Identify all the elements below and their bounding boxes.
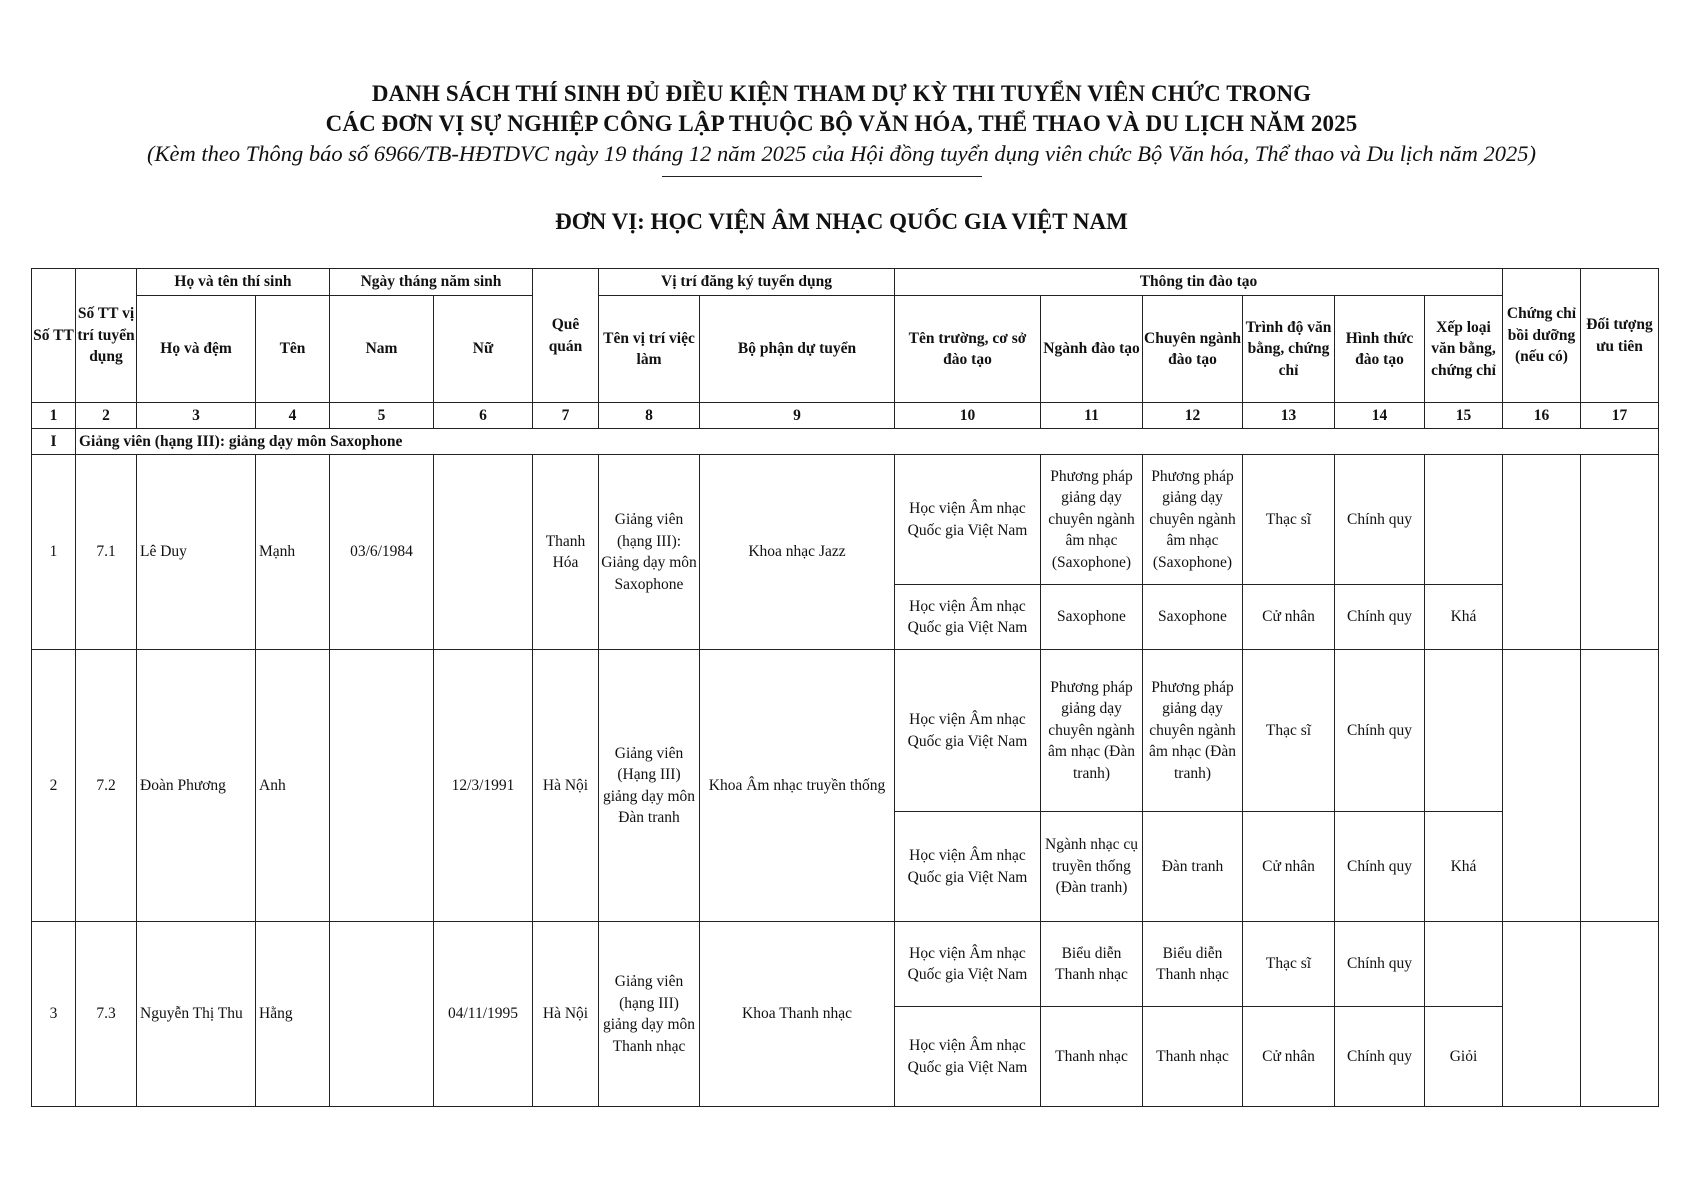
candidate-nam xyxy=(330,922,434,1107)
header-ho-ten-group: Họ và tên thí sinh xyxy=(137,269,330,296)
edu-truong: Học viện Âm nhạc Quốc gia Việt Nam xyxy=(895,650,1041,812)
column-number: 15 xyxy=(1425,403,1503,429)
column-number: 7 xyxy=(533,403,599,429)
candidate-ten-vi-tri: Giảng viên (hạng III) giảng dạy môn Thanh nhạc xyxy=(599,922,700,1107)
group-label: Giảng viên (hạng III): giảng dạy môn Saxophone xyxy=(76,429,1659,455)
edu-trinh-do: Thạc sĩ xyxy=(1243,650,1335,812)
candidate-bo-phan: Khoa Thanh nhạc xyxy=(700,922,895,1107)
edu-hinh-thuc: Chính quy xyxy=(1335,650,1425,812)
document-title-line-2: CÁC ĐƠN VỊ SỰ NGHIỆP CÔNG LẬP THUỘC BỘ VĂN HÓA, THỂ THAO VÀ DU LỊCH NĂM 2025 xyxy=(325,111,1358,136)
candidate-que-quan: Hà Nội xyxy=(533,922,599,1107)
edu-trinh-do: Cử nhân xyxy=(1243,812,1335,922)
candidate-nu: 04/11/1995 xyxy=(434,922,533,1107)
unit-heading: ĐƠN VỊ: HỌC VIỆN ÂM NHẠC QUỐC GIA VIỆT NAM xyxy=(555,209,1128,234)
edu-xep-loai xyxy=(1425,650,1503,812)
subtitle-underline xyxy=(662,176,982,177)
candidate-stt: 3 xyxy=(32,922,76,1107)
edu-chuyen-nganh: Phương pháp giảng dạy chuyên ngành âm nhạc (Saxophone) xyxy=(1143,455,1243,585)
header-doi-tuong: Đối tượng ưu tiên xyxy=(1581,269,1659,403)
column-number: 14 xyxy=(1335,403,1425,429)
column-number: 10 xyxy=(895,403,1041,429)
edu-trinh-do: Cử nhân xyxy=(1243,585,1335,650)
candidate-ho-dem: Lê Duy xyxy=(137,455,256,650)
column-number: 6 xyxy=(434,403,533,429)
column-number: 8 xyxy=(599,403,700,429)
document-title-line-1: DANH SÁCH THÍ SINH ĐỦ ĐIỀU KIỆN THAM DỰ KỲ THI TUYỂN VIÊN CHỨC TRONG xyxy=(371,81,1312,106)
column-number: 3 xyxy=(137,403,256,429)
edu-truong: Học viện Âm nhạc Quốc gia Việt Nam xyxy=(895,812,1041,922)
candidate-nu: 12/3/1991 xyxy=(434,650,533,922)
edu-hinh-thuc: Chính quy xyxy=(1335,812,1425,922)
header-xep-loai: Xếp loại văn bằng, chứng chỉ xyxy=(1425,296,1503,403)
header-chung-chi: Chứng chỉ bồi dưỡng (nếu có) xyxy=(1503,269,1581,403)
edu-chuyen-nganh: Đàn tranh xyxy=(1143,812,1243,922)
candidate-doi-tuong xyxy=(1581,650,1659,922)
edu-nganh: Phương pháp giảng dạy chuyên ngành âm nhạc (Saxophone) xyxy=(1041,455,1143,585)
candidate-que-quan: Thanh Hóa xyxy=(533,455,599,650)
edu-trinh-do: Thạc sĩ xyxy=(1243,922,1335,1007)
edu-nganh: Thanh nhạc xyxy=(1041,1007,1143,1107)
candidate-ten: Anh xyxy=(256,650,330,922)
candidate-bo-phan: Khoa nhạc Jazz xyxy=(700,455,895,650)
edu-xep-loai xyxy=(1425,922,1503,1007)
candidate-table xyxy=(31,268,1659,1107)
candidate-nam xyxy=(330,650,434,922)
edu-chuyen-nganh: Thanh nhạc xyxy=(1143,1007,1243,1107)
column-number: 4 xyxy=(256,403,330,429)
column-number: 1 xyxy=(32,403,76,429)
header-trinh-do: Trình độ văn bằng, chứng chỉ xyxy=(1243,296,1335,403)
document-subtitle: (Kèm theo Thông báo số 6966/TB-HĐTDVC ngày 19 tháng 12 năm 2025 của Hội đồng tuyển dụng viên chức Bộ Văn hóa, Thể thao và Du lịch năm 2025) xyxy=(146,141,1536,166)
header-ho-dem: Họ và đệm xyxy=(137,296,256,403)
edu-nganh: Ngành nhạc cụ truyền thống (Đàn tranh) xyxy=(1041,812,1143,922)
candidate-ten: Hằng xyxy=(256,922,330,1107)
edu-hinh-thuc: Chính quy xyxy=(1335,585,1425,650)
header-ten-vi-tri: Tên vị trí việc làm xyxy=(599,296,700,403)
edu-trinh-do: Thạc sĩ xyxy=(1243,455,1335,585)
candidate-chung-chi xyxy=(1503,455,1581,650)
column-number: 13 xyxy=(1243,403,1335,429)
candidate-ten-vi-tri: Giảng viên (hạng III): Giảng dạy môn Saxophone xyxy=(599,455,700,650)
column-number: 2 xyxy=(76,403,137,429)
header-chuyen-nganh: Chuyên ngành đào tạo xyxy=(1143,296,1243,403)
header-hinh-thuc: Hình thức đào tạo xyxy=(1335,296,1425,403)
header-ten: Tên xyxy=(256,296,330,403)
candidate-nu xyxy=(434,455,533,650)
candidate-vi-tri-stt: 7.2 xyxy=(76,650,137,922)
header-so-tt: Số TT xyxy=(32,269,76,403)
edu-truong: Học viện Âm nhạc Quốc gia Việt Nam xyxy=(895,1007,1041,1107)
candidate-que-quan: Hà Nội xyxy=(533,650,599,922)
candidate-chung-chi xyxy=(1503,650,1581,922)
header-nu: Nữ xyxy=(434,296,533,403)
header-dao-tao-group: Thông tin đào tạo xyxy=(895,269,1503,296)
edu-truong: Học viện Âm nhạc Quốc gia Việt Nam xyxy=(895,455,1041,585)
edu-xep-loai: Khá xyxy=(1425,585,1503,650)
candidate-chung-chi xyxy=(1503,922,1581,1107)
header-nam: Nam xyxy=(330,296,434,403)
candidate-vi-tri-stt: 7.3 xyxy=(76,922,137,1107)
edu-trinh-do: Cử nhân xyxy=(1243,1007,1335,1107)
header-nganh: Ngành đào tạo xyxy=(1041,296,1143,403)
candidate-stt: 2 xyxy=(32,650,76,922)
column-number: 17 xyxy=(1581,403,1659,429)
column-number: 9 xyxy=(700,403,895,429)
edu-nganh: Biểu diễn Thanh nhạc xyxy=(1041,922,1143,1007)
edu-chuyen-nganh: Phương pháp giảng dạy chuyên ngành âm nhạc (Đàn tranh) xyxy=(1143,650,1243,812)
header-que-quan: Quê quán xyxy=(533,269,599,403)
edu-xep-loai: Giỏi xyxy=(1425,1007,1503,1107)
edu-truong: Học viện Âm nhạc Quốc gia Việt Nam xyxy=(895,585,1041,650)
edu-hinh-thuc: Chính quy xyxy=(1335,922,1425,1007)
edu-nganh: Saxophone xyxy=(1041,585,1143,650)
candidate-ho-dem: Đoàn Phương xyxy=(137,650,256,922)
candidate-doi-tuong xyxy=(1581,455,1659,650)
edu-chuyen-nganh: Biểu diễn Thanh nhạc xyxy=(1143,922,1243,1007)
edu-nganh: Phương pháp giảng dạy chuyên ngành âm nhạc (Đàn tranh) xyxy=(1041,650,1143,812)
candidate-ten-vi-tri: Giảng viên (Hạng III) giảng dạy môn Đàn tranh xyxy=(599,650,700,922)
column-number: 11 xyxy=(1041,403,1143,429)
edu-xep-loai xyxy=(1425,455,1503,585)
candidate-vi-tri-stt: 7.1 xyxy=(76,455,137,650)
edu-hinh-thuc: Chính quy xyxy=(1335,455,1425,585)
candidate-bo-phan: Khoa Âm nhạc truyền thống xyxy=(700,650,895,922)
column-number: 16 xyxy=(1503,403,1581,429)
edu-chuyen-nganh: Saxophone xyxy=(1143,585,1243,650)
header-truong: Tên trường, cơ sở đào tạo xyxy=(895,296,1041,403)
candidate-nam: 03/6/1984 xyxy=(330,455,434,650)
header-ngay-sinh-group: Ngày tháng năm sinh xyxy=(330,269,533,296)
header-so-tt-vi-tri: Số TT vị trí tuyển dụng xyxy=(76,269,137,403)
candidate-ten: Mạnh xyxy=(256,455,330,650)
header-vi-tri-group: Vị trí đăng ký tuyển dụng xyxy=(599,269,895,296)
header-bo-phan: Bộ phận dự tuyển xyxy=(700,296,895,403)
candidate-stt: 1 xyxy=(32,455,76,650)
edu-truong: Học viện Âm nhạc Quốc gia Việt Nam xyxy=(895,922,1041,1007)
column-number: 5 xyxy=(330,403,434,429)
edu-hinh-thuc: Chính quy xyxy=(1335,1007,1425,1107)
candidate-ho-dem: Nguyễn Thị Thu xyxy=(137,922,256,1107)
edu-xep-loai: Khá xyxy=(1425,812,1503,922)
group-roman: I xyxy=(32,429,76,455)
column-number: 12 xyxy=(1143,403,1243,429)
candidate-doi-tuong xyxy=(1581,922,1659,1107)
